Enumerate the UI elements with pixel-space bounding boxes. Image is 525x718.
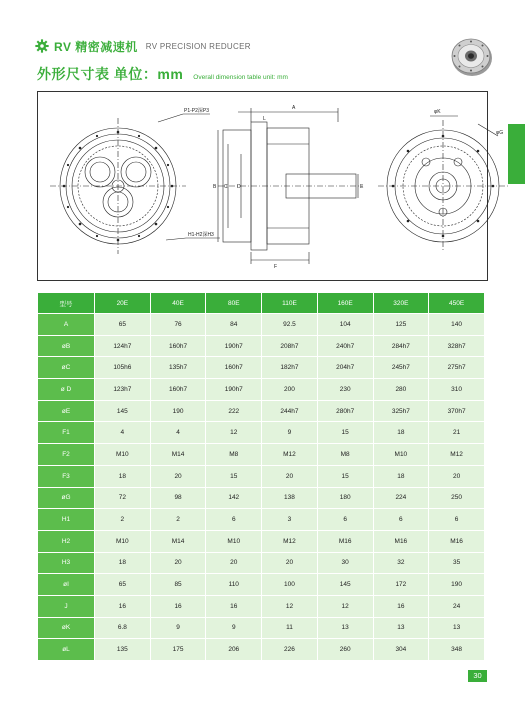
dim-l-label: L <box>263 116 266 122</box>
table-cell: 2 <box>95 509 151 531</box>
table-cell: 15 <box>206 465 262 487</box>
table-cell: 222 <box>206 400 262 422</box>
gear-icon <box>35 39 49 53</box>
table-cell: 6.8 <box>95 617 151 639</box>
row-label: H3 <box>38 552 95 574</box>
table-cell: 190 <box>429 574 485 596</box>
table-cell: 190h7 <box>206 335 262 357</box>
table-cell: 6 <box>373 509 429 531</box>
table-row <box>38 444 485 466</box>
row-label: J <box>38 595 95 617</box>
table-cell: 2 <box>150 509 206 531</box>
table-cell: 35 <box>429 552 485 574</box>
table-cell: 230 <box>317 379 373 401</box>
table-cell: 18 <box>95 552 151 574</box>
table-row <box>38 465 485 487</box>
table-cell: 11 <box>262 617 318 639</box>
row-label: øL <box>38 639 95 661</box>
table-cell: 13 <box>429 617 485 639</box>
table-row <box>38 314 485 336</box>
table-cell: 20 <box>206 552 262 574</box>
table-cell: 180 <box>317 487 373 509</box>
table-cell: M14 <box>150 530 206 552</box>
table-cell: 124h7 <box>95 335 151 357</box>
table-cell: M8 <box>317 444 373 466</box>
table-row <box>38 595 485 617</box>
table-cell: 175 <box>150 639 206 661</box>
table-cell: 135 <box>95 639 151 661</box>
flange-callout-label: H1-H2深H3 <box>188 232 214 238</box>
dim-phi-g-label: φG <box>496 130 504 136</box>
table-cell: M16 <box>317 530 373 552</box>
table-cell: 13 <box>373 617 429 639</box>
brand-name-en: RV PRECISION REDUCER <box>145 41 251 51</box>
table-cell: 9 <box>262 422 318 444</box>
table-cell: 30 <box>317 552 373 574</box>
table-cell: 4 <box>150 422 206 444</box>
table-cell: 105h6 <box>95 357 151 379</box>
table-cell: M14 <box>150 444 206 466</box>
table-cell: 12 <box>317 595 373 617</box>
table-row <box>38 574 485 596</box>
table-cell: 72 <box>95 487 151 509</box>
table-row <box>38 335 485 357</box>
table-cell: 182h7 <box>262 357 318 379</box>
table-cell: 6 <box>429 509 485 531</box>
header-model-label: 型号 <box>38 293 95 314</box>
reducer-product-image <box>449 34 495 80</box>
title-zh: 外形尺寸表 单位：mm <box>37 66 184 82</box>
table-cell: 92.5 <box>262 314 318 336</box>
table-cell: 24 <box>429 595 485 617</box>
page-header <box>35 36 251 56</box>
table-cell: M8 <box>206 444 262 466</box>
table-cell: 310 <box>429 379 485 401</box>
table-cell: 145 <box>95 400 151 422</box>
row-label: øE <box>38 400 95 422</box>
column-header: 20E <box>95 293 151 314</box>
table-cell: M12 <box>262 530 318 552</box>
table-cell: 348 <box>429 639 485 661</box>
dimension-drawing <box>37 91 504 281</box>
table-cell: 250 <box>429 487 485 509</box>
table-cell: 65 <box>95 574 151 596</box>
table-cell: 9 <box>206 617 262 639</box>
table-cell: 20 <box>150 552 206 574</box>
row-label: F2 <box>38 444 95 466</box>
table-cell: 98 <box>150 487 206 509</box>
row-label: ø D <box>38 379 95 401</box>
row-label: F3 <box>38 465 95 487</box>
brand-name-zh: RV 精密减速机 <box>54 39 138 54</box>
table-cell: M16 <box>373 530 429 552</box>
table-cell: 84 <box>206 314 262 336</box>
column-header: 80E <box>206 293 262 314</box>
table-cell: 328h7 <box>429 335 485 357</box>
table-row <box>38 552 485 574</box>
row-label: A <box>38 314 95 336</box>
table-cell: 9 <box>150 617 206 639</box>
table-cell: 21 <box>429 422 485 444</box>
side-tab-marker <box>508 124 525 184</box>
table-cell: 370h7 <box>429 400 485 422</box>
column-header: 320E <box>373 293 429 314</box>
table-cell: 18 <box>373 465 429 487</box>
table-cell: 200 <box>262 379 318 401</box>
table-cell: 20 <box>262 465 318 487</box>
table-cell: 16 <box>150 595 206 617</box>
table-cell: 6 <box>317 509 373 531</box>
row-label: H2 <box>38 530 95 552</box>
table-cell: 13 <box>317 617 373 639</box>
table-header <box>38 293 485 314</box>
dim-c-label: C <box>224 184 228 190</box>
dim-phi-k-label: φK <box>434 109 441 115</box>
table-cell: 206 <box>206 639 262 661</box>
table-cell: 190h7 <box>206 379 262 401</box>
table-cell: M10 <box>95 530 151 552</box>
table-cell: 140 <box>429 314 485 336</box>
table-cell: 260 <box>317 639 373 661</box>
table-cell: 304 <box>373 639 429 661</box>
table-row <box>38 400 485 422</box>
table-cell: 16 <box>373 595 429 617</box>
column-header: 110E <box>262 293 318 314</box>
table-cell: 226 <box>262 639 318 661</box>
table-cell: 160h7 <box>150 379 206 401</box>
table-cell: 325h7 <box>373 400 429 422</box>
table-cell: 18 <box>373 422 429 444</box>
row-label: øG <box>38 487 95 509</box>
table-cell: 224 <box>373 487 429 509</box>
table-cell: 100 <box>262 574 318 596</box>
hole-callout-label: P1-P2深P3 <box>184 108 210 114</box>
table-row <box>38 509 485 531</box>
column-header: 40E <box>150 293 206 314</box>
table-cell: 15 <box>317 465 373 487</box>
table-cell: 76 <box>150 314 206 336</box>
table-cell: 204h7 <box>317 357 373 379</box>
table-body <box>38 314 485 661</box>
table-cell: 245h7 <box>373 357 429 379</box>
table-cell: 160h7 <box>150 335 206 357</box>
table-cell: 145 <box>317 574 373 596</box>
row-label: øK <box>38 617 95 639</box>
title-en: Overall dimension table unit: mm <box>193 74 288 81</box>
table-cell: 18 <box>95 465 151 487</box>
table-cell: M12 <box>429 444 485 466</box>
table-cell: 6 <box>206 509 262 531</box>
table-header-row <box>38 293 485 314</box>
dim-b-label: B <box>213 184 217 190</box>
section-title <box>37 64 288 84</box>
table-cell: 15 <box>317 422 373 444</box>
row-label: øB <box>38 335 95 357</box>
table-cell: 32 <box>373 552 429 574</box>
table-cell: M10 <box>206 530 262 552</box>
table-cell: 3 <box>262 509 318 531</box>
table-cell: 190 <box>150 400 206 422</box>
table-cell: 110 <box>206 574 262 596</box>
table-cell: 208h7 <box>262 335 318 357</box>
table-cell: 104 <box>317 314 373 336</box>
table-cell: 65 <box>95 314 151 336</box>
table-cell: 138 <box>262 487 318 509</box>
table-cell: 20 <box>429 465 485 487</box>
table-cell: M10 <box>95 444 151 466</box>
dimension-table <box>37 292 485 661</box>
table-cell: M10 <box>373 444 429 466</box>
table-cell: 160h7 <box>206 357 262 379</box>
table-cell: 16 <box>206 595 262 617</box>
dim-f-label: F <box>274 264 278 270</box>
column-header: 450E <box>429 293 485 314</box>
table-row <box>38 617 485 639</box>
table-cell: 20 <box>262 552 318 574</box>
table-cell: 4 <box>95 422 151 444</box>
table-cell: 125 <box>373 314 429 336</box>
row-label: H1 <box>38 509 95 531</box>
table-cell: 240h7 <box>317 335 373 357</box>
table-cell: 135h7 <box>150 357 206 379</box>
technical-drawing-svg <box>38 92 504 280</box>
table-cell: 244h7 <box>262 400 318 422</box>
row-label: øI <box>38 574 95 596</box>
table-cell: 280 <box>373 379 429 401</box>
row-label: øC <box>38 357 95 379</box>
table-cell: 142 <box>206 487 262 509</box>
table-cell: M12 <box>262 444 318 466</box>
table-cell: 12 <box>206 422 262 444</box>
row-label: F1 <box>38 422 95 444</box>
table-row <box>38 422 485 444</box>
dim-d-label: D <box>237 184 241 190</box>
table-cell: 85 <box>150 574 206 596</box>
dim-e-label: E <box>360 184 364 190</box>
column-header: 160E <box>317 293 373 314</box>
page-number: 30 <box>468 670 487 682</box>
table-cell: 284h7 <box>373 335 429 357</box>
table-row <box>38 357 485 379</box>
table-cell: 20 <box>150 465 206 487</box>
table-cell: 123h7 <box>95 379 151 401</box>
table-row <box>38 379 485 401</box>
table-cell: 16 <box>95 595 151 617</box>
table-cell: M16 <box>429 530 485 552</box>
table-row <box>38 530 485 552</box>
table-row <box>38 487 485 509</box>
table-row <box>38 639 485 661</box>
table-cell: 280h7 <box>317 400 373 422</box>
table-cell: 275h7 <box>429 357 485 379</box>
table-cell: 172 <box>373 574 429 596</box>
table-cell: 12 <box>262 595 318 617</box>
dim-a-label: A <box>292 105 296 111</box>
